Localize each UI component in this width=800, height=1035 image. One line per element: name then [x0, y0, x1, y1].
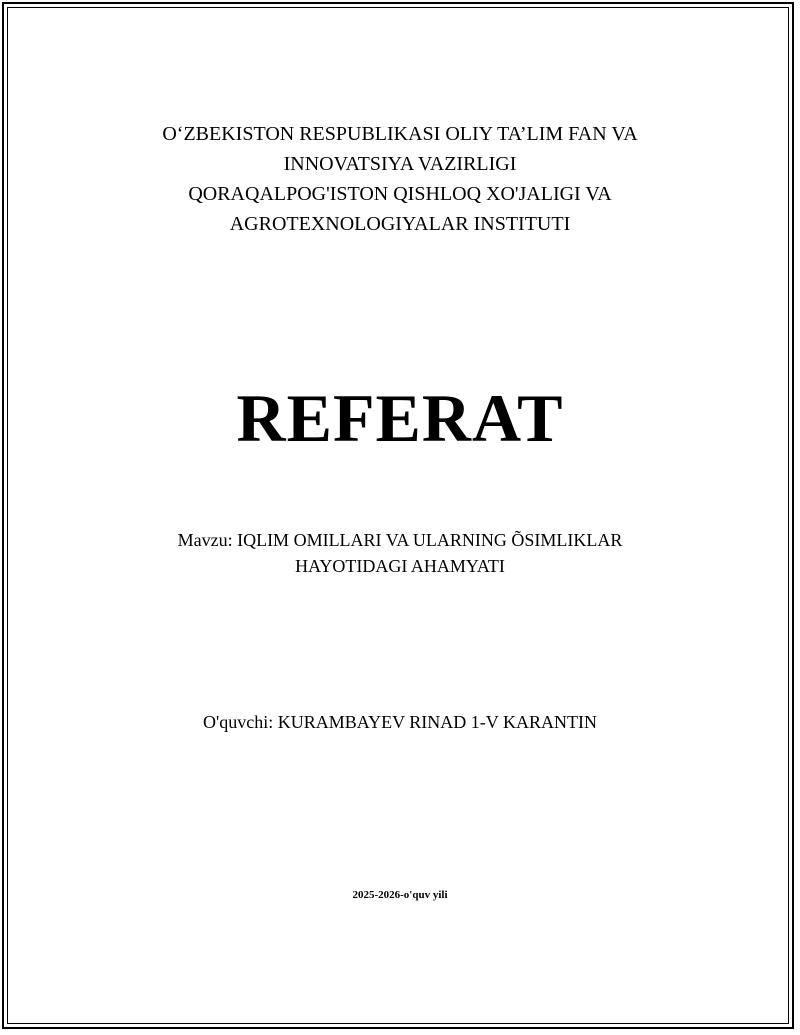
academic-year: 2025-2026-o'quv yili: [352, 889, 448, 901]
topic-line-1: Mavzu: IQLIM OMILLARI VA ULARNING ÕSIMLIKLAR: [177, 530, 623, 550]
document-title: REFERAT: [236, 380, 564, 456]
topic-block: [0, 527, 800, 579]
institution-line-1: O‘ZBEKISTON RESPUBLIKASI OLIY TA’LIM FAN VA: [162, 123, 638, 145]
topic-line-2: HAYOTIDAGI AHAMYATI: [295, 556, 505, 576]
institution-line-4: AGROTEXNOLOGIYALAR INSTITUTI: [229, 213, 571, 235]
institution-header: [0, 119, 800, 239]
student-info: O'quvchi: KURAMBAYEV RINAD 1-V KARANTIN: [203, 712, 597, 732]
institution-line-2: INNOVATSIYA VAZIRLIGI: [283, 153, 517, 175]
institution-line-3: QORAQALPOG'ISTON QISHLOQ XO'JALIGI VA: [188, 183, 612, 205]
